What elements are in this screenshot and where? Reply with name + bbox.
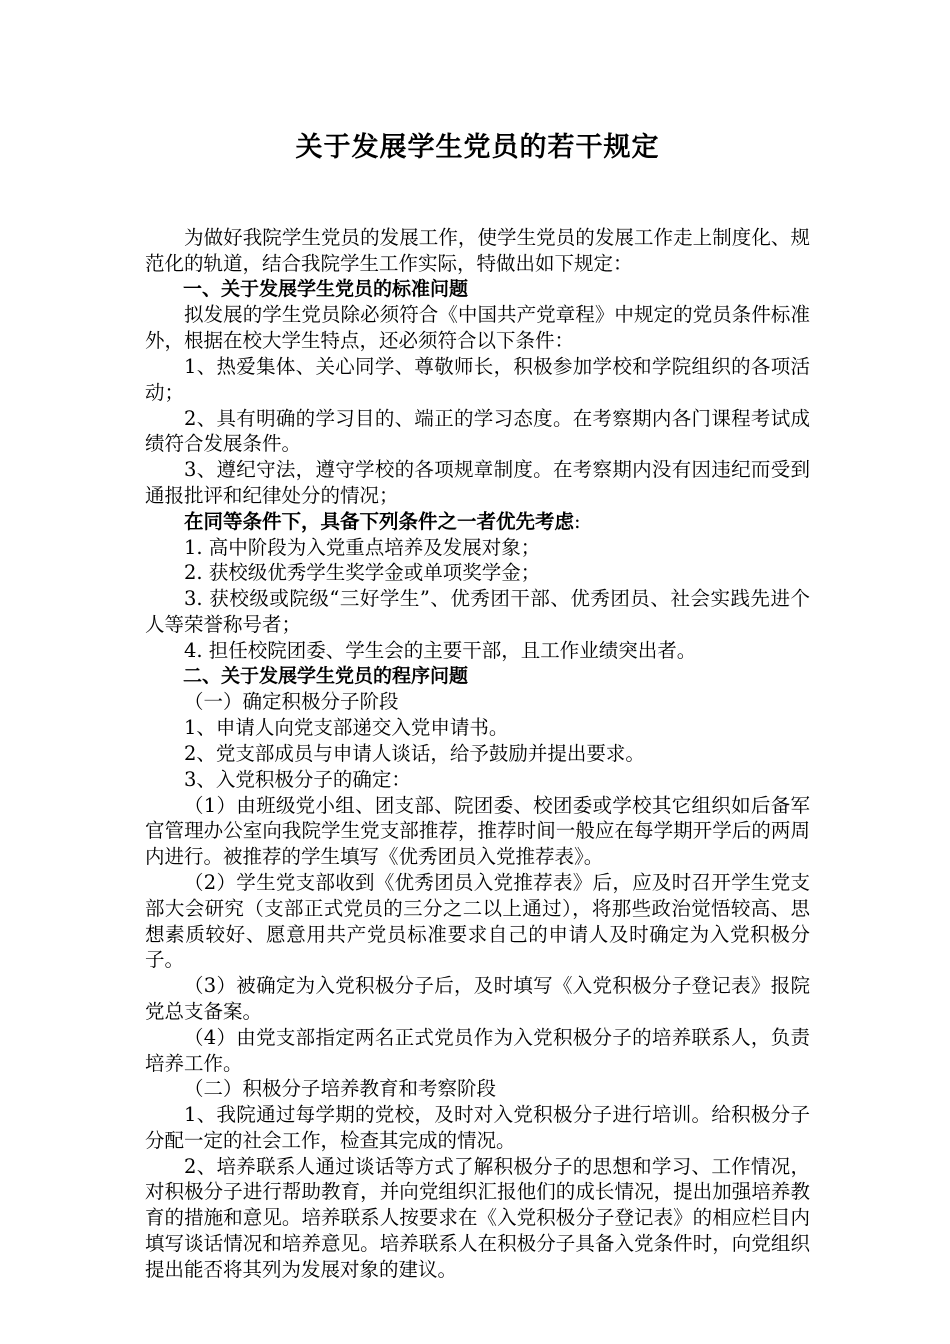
- body-paragraph: （1）由班级党小组、团支部、院团委、校团委或学校其它组织如后备军官管理办公室向我院学生党支部推荐，推荐时间一般应在每学期开学后的两周内进行。被推荐的学生填写《优秀团员入党推荐表》。: [145, 793, 810, 869]
- body-paragraph: 2、党支部成员与申请人谈话，给予鼓励并提出要求。: [184, 741, 645, 765]
- body-paragraph: 2、具有明确的学习目的、端正的学习态度。在考察期内各门课程考试成绩符合发展条件。: [145, 406, 810, 456]
- body-paragraph: 3、遵纪守法，遵守学校的各项规章制度。在考察期内没有因违纪而受到通报批评和纪律处分的情况；: [145, 458, 810, 507]
- body-paragraph: 1、热爱集体、关心同学、尊敬师长，积极参加学校和学院组织的各项活动；: [145, 354, 810, 404]
- body-paragraph: 2. 获校级优秀学生奖学金或单项奖学金；: [184, 561, 541, 585]
- body-paragraph: 1、我院通过每学期的党校，及时对入党积极分子进行培训。给积极分子分配一定的社会工作，检查其完成的情况。: [145, 1103, 810, 1152]
- body-paragraph: 拟发展的学生党员除必须符合《中国共产党章程》中规定的党员条件标准外，根据在校大学生特点，还必须符合以下条件：: [145, 303, 810, 353]
- body-paragraph: （4）由党支部指定两名正式党员作为入党积极分子的培养联系人，负责培养工作。: [145, 1025, 810, 1075]
- section-heading: 二、关于发展学生党员的程序问题: [183, 664, 469, 687]
- priority-condition-paragraph: [145, 509, 810, 535]
- document-title: 关于发展学生党员的若干规定: [295, 132, 660, 163]
- priority-condition-colon: :: [574, 509, 581, 533]
- body-paragraph: 3、入党积极分子的确定：: [184, 767, 411, 791]
- body-paragraph: 1. 高中阶段为入党重点培养及发展对象；: [184, 535, 541, 559]
- document-page: [145, 128, 810, 1283]
- body-paragraph: （3）被确定为入党积极分子后，及时填写《入党积极分子登记表》报院党总支备案。: [145, 974, 810, 1023]
- body-paragraph: （二）积极分子培养教育和考察阶段: [184, 1077, 497, 1101]
- body-paragraph: （2）学生党支部收到《优秀团员入党推荐表》后，应及时召开学生党支部大会研究（支部正式党员的三分之二以上通过），将那些政治觉悟较高、思想素质较好、愿意用共产党员标准要求自己的申请人及时确定为入党积极分子。: [145, 870, 810, 972]
- body-paragraph: 4. 担任校院团委、学生会的主要干部，且工作业绩突出者。: [184, 638, 697, 662]
- body-paragraph: 为做好我院学生党员的发展工作，使学生党员的发展工作走上制度化、规范化的轨道，结合我院学生工作实际，特做出如下规定：: [145, 226, 810, 275]
- document-body: [145, 225, 810, 1283]
- body-paragraph: 1、申请人向党支部递交入党申请书。: [184, 716, 509, 740]
- priority-condition-heading: 在同等条件下，具备下列条件之一者优先考虑: [184, 509, 575, 533]
- body-paragraph: （一）确定积极分子阶段: [184, 690, 399, 714]
- section-heading: 一、关于发展学生党员的标准问题: [183, 277, 469, 300]
- body-paragraph: 2、培养联系人通过谈话等方式了解积极分子的思想和学习、工作情况，对积极分子进行帮助教育，并向党组织汇报他们的成长情况，提出加强培养教育的措施和意见。培养联系人按要求在《入党积极分子登记表》的相应栏目内填写谈话情况和培养意见。培养联系人在积极分子具备入党条件时，向党组织提出能否将其列为发展对象的建议。: [145, 1154, 810, 1281]
- body-paragraph: 3. 获校级或院级“三好学生”、优秀团干部、优秀团员、社会实践先进个人等荣誉称号者；: [145, 587, 810, 636]
